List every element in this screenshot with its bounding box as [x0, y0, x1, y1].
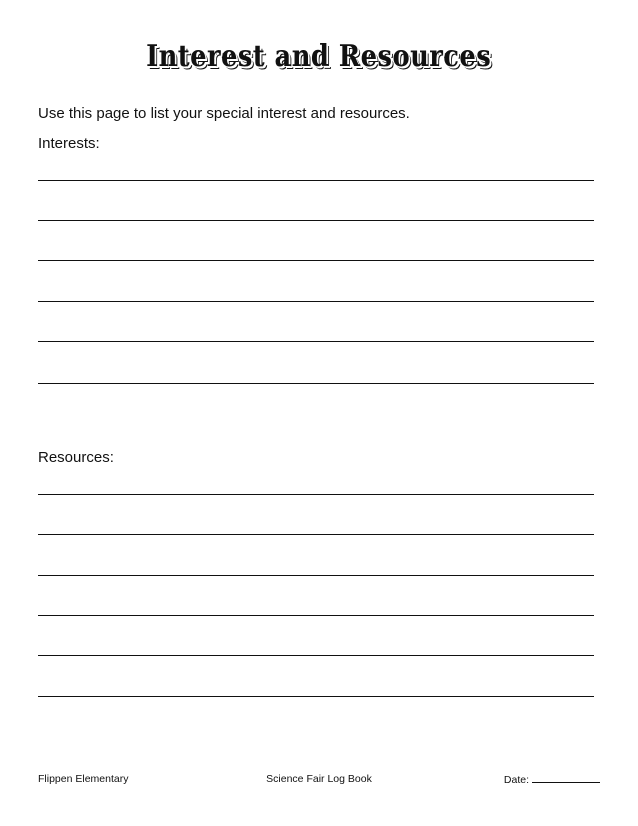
page-title: Interest and Resources	[146, 39, 492, 74]
interests-label: Interests:	[38, 135, 100, 152]
interests-write-line[interactable]	[38, 220, 594, 221]
interests-write-line[interactable]	[38, 180, 594, 181]
resources-write-line[interactable]	[38, 534, 594, 535]
resources-write-line[interactable]	[38, 575, 594, 576]
page-title-block	[0, 39, 638, 74]
intro-text: Use this page to list your special interest and resources.	[38, 105, 410, 122]
interests-write-line[interactable]	[38, 341, 594, 342]
resources-write-line[interactable]	[38, 655, 594, 656]
interests-write-line[interactable]	[38, 260, 594, 261]
footer-date-label: Date:	[503, 774, 529, 786]
interests-write-line[interactable]	[38, 383, 594, 384]
resources-write-line[interactable]	[38, 696, 594, 697]
resources-label: Resources:	[38, 449, 114, 466]
footer-school: Flippen Elementary	[38, 773, 129, 785]
resources-write-line[interactable]	[38, 494, 594, 495]
interests-write-line[interactable]	[38, 301, 594, 302]
footer-date	[504, 773, 600, 786]
resources-write-line[interactable]	[38, 615, 594, 616]
footer-book-title-text: Science Fair Log Book	[266, 773, 372, 785]
date-blank[interactable]	[532, 773, 600, 783]
